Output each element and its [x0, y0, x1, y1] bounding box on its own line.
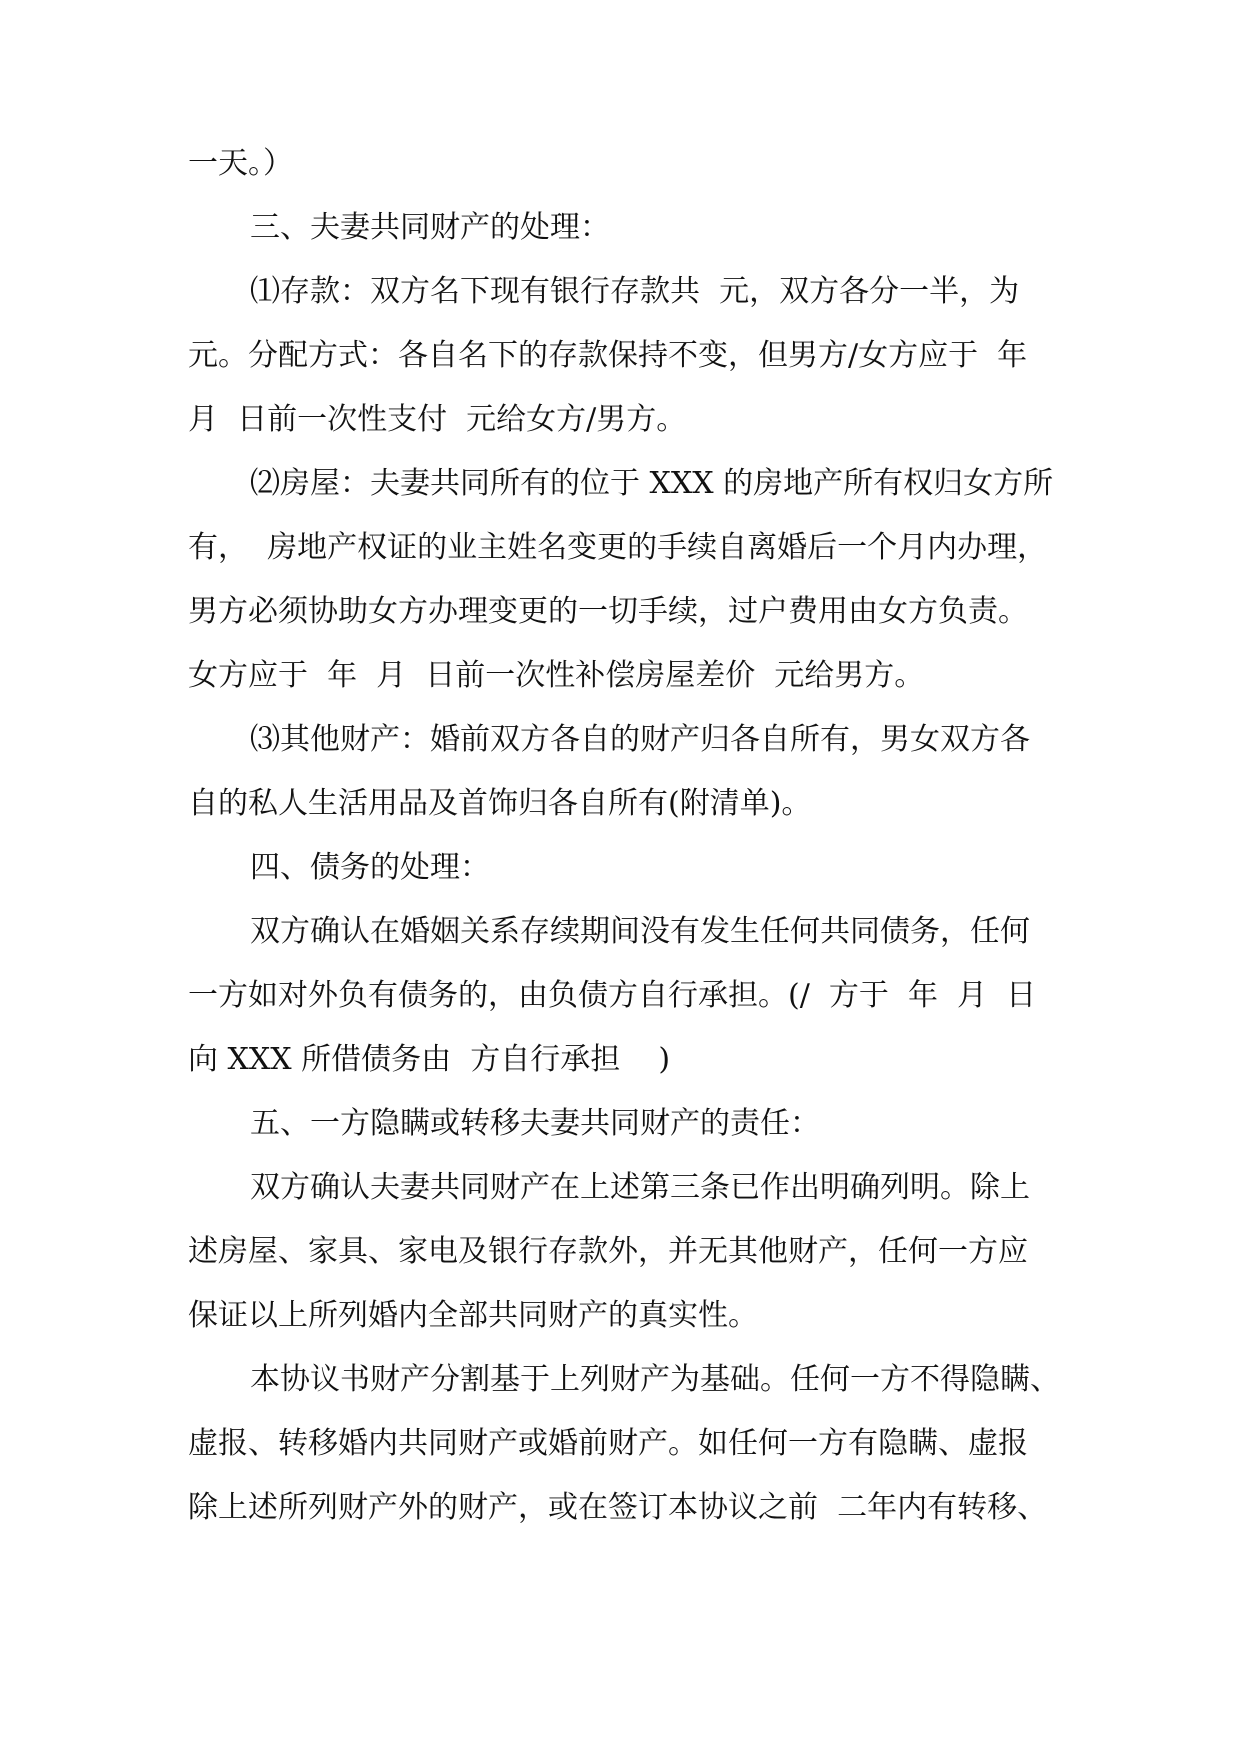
paragraph-line: 向 XXX 所借债务由 方自行承担 ) [188, 1042, 671, 1077]
paragraph-line: ⑶其他财产：婚前双方各自的财产归各自所有，男女双方各 [250, 722, 1030, 757]
paragraph-line: 双方确认在婚姻关系存续期间没有发生任何共同债务，任何 [250, 914, 1030, 949]
paragraph-line: 保证以上所列婚内全部共同财产的真实性。 [188, 1298, 758, 1333]
paragraph-line: ⑵房屋：夫妻共同所有的位于 XXX 的房地产所有权归女方所 [250, 466, 1054, 501]
paragraph-line: 月 日前一次性支付 元给女方/男方。 [188, 402, 687, 437]
paragraph-line: 虚报、转移婚内共同财产或婚前财产。如任何一方有隐瞒、虚报 [188, 1426, 1028, 1461]
paragraph-line: 男方必须协助女方办理变更的一切手续，过户费用由女方负责。 [188, 594, 1028, 629]
paragraph-line: 双方确认夫妻共同财产在上述第三条已作出明确列明。除上 [250, 1170, 1030, 1205]
paragraph-line: 女方应于 年 月 日前一次性补偿房屋差价 元给男方。 [188, 658, 925, 693]
section-heading-three: 三、夫妻共同财产的处理： [250, 210, 610, 245]
paragraph-line: 本协议书财产分割基于上列财产为基础。任何一方不得隐瞒、 [250, 1362, 1060, 1397]
section-heading-four: 四、债务的处理： [250, 850, 490, 885]
section-heading-five: 五、一方隐瞒或转移夫妻共同财产的责任： [250, 1106, 820, 1141]
paragraph-line: 自的私人生活用品及首饰归各自所有(附清单)。 [188, 786, 812, 821]
paragraph-line: 一方如对外负有债务的，由负债方自行承担。(/ 方于 年 月 日 [188, 978, 1037, 1013]
paragraph-line: 一天。） [188, 146, 293, 181]
paragraph-line: 元。分配方式：各自名下的存款保持不变，但男方/女方应于 年 [188, 338, 1028, 373]
paragraph-line: 有， 房地产权证的业主姓名变更的手续自离婚后一个月内办理， [188, 530, 1048, 565]
paragraph-line: 除上述所列财产外的财产，或在签订本协议之前 二年内有转移、 [188, 1490, 1048, 1525]
paragraph-line: ⑴存款：双方名下现有银行存款共 元，双方各分一半，为 [250, 274, 1020, 309]
paragraph-line: 述房屋、家具、家电及银行存款外，并无其他财产，任何一方应 [188, 1234, 1028, 1269]
